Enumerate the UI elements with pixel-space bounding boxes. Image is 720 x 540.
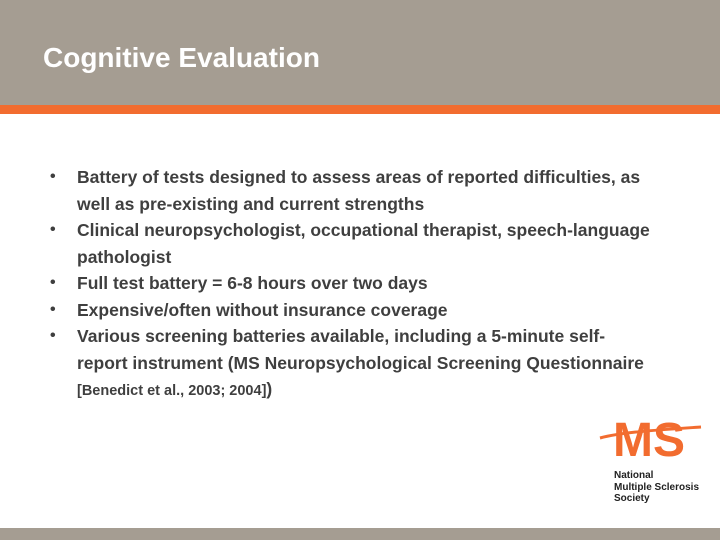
bullet-dot-icon: •	[50, 300, 56, 318]
slide-title: Cognitive Evaluation	[43, 42, 320, 73]
bullet-text: Expensive/often without insurance coverage	[77, 299, 448, 320]
footer-bar	[0, 528, 720, 540]
title-bar	[0, 0, 720, 105]
bullet-text: Various screening batteries available, including a 5-minute self-report instrument (MS Neuropsychological Screening Questionnaire	[77, 326, 644, 373]
bullet-dot-icon: •	[50, 274, 56, 291]
bullet-text: Full test battery = 6-8 hours over two days	[77, 273, 428, 293]
logo-wordmark	[614, 470, 714, 505]
bullet-item	[50, 323, 650, 405]
bullet-item	[50, 297, 650, 324]
bullet-text-suffix: )	[266, 379, 273, 399]
logo-mark: MS	[613, 414, 685, 467]
bullet-text: Clinical neuropsychologist, occupational therapist, speech-language pathologist	[77, 220, 650, 267]
logo-line: Society	[614, 493, 650, 504]
logo-line: Multiple Sclerosis	[614, 481, 700, 493]
bullet-item	[50, 164, 650, 217]
bullet-dot-icon: •	[50, 168, 56, 185]
bullet-item	[50, 217, 650, 270]
accent-stripe	[0, 105, 720, 114]
bullet-list	[50, 164, 650, 405]
bullet-dot-icon: •	[50, 327, 56, 344]
bullet-item	[50, 270, 650, 297]
logo-line: National	[614, 470, 654, 481]
bullet-dot-icon: •	[50, 221, 56, 238]
citation: [Benedict et al., 2003; 2004]	[77, 383, 267, 399]
bullet-text: Battery of tests designed to assess areas of reported difficulties, as well as pre-existing and current strengths	[77, 167, 641, 214]
